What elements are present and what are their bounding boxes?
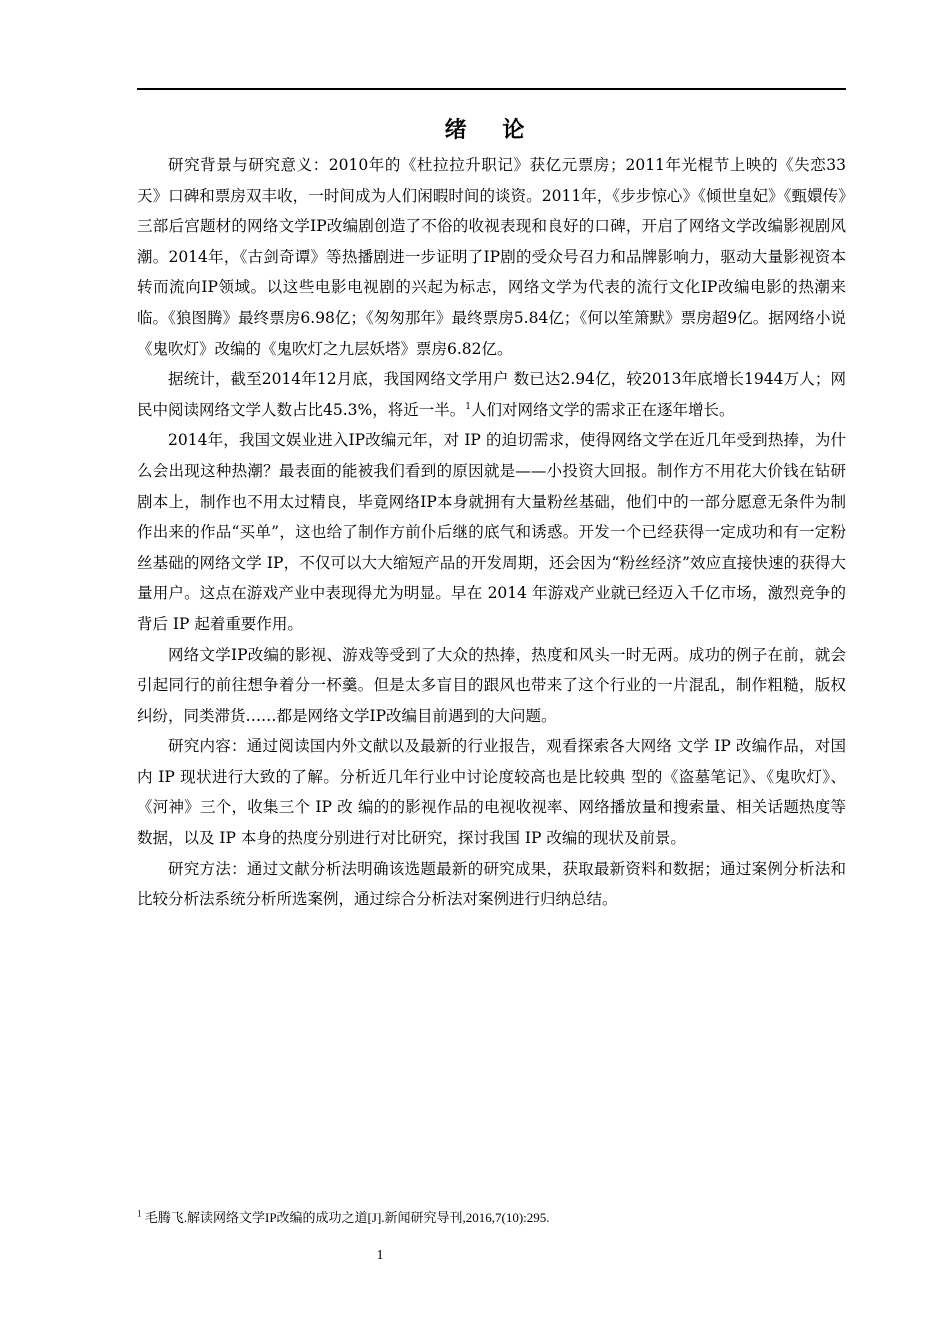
paragraph-research-content: 研究内容：通过阅读国内外文献以及最新的行业报告，观看探索各大网络 文学 IP 改编作品，对国内 IP 现状进行大致的了解。分析近几年行业中讨论度较高也是比较典 型的《盗墓笔记》、《鬼吹灯》、《河神》三个，收集三个 IP 改 编的的影视作品的电视收视率、网络播放量和搜索量、相关话题热度等数据，以及 IP 本身的热度分别进行对比研究，探讨我国 IP 改编的现状及前景。 <box>137 737 846 848</box>
paragraph-problems: 网络文学IP改编的影视、游戏等受到了大众的热捧，热度和风头一时无两。成功的例子在前，就会引起同行的前往想争着分一杯羹。但是太多盲目的跟风也带来了这个行业的一片混乱，制作粗糙，版权纠纷，同类滞货……都是网络文学IP改编目前遇到的大问题。 <box>137 645 846 725</box>
footnote-reference: 1 <box>465 401 471 412</box>
paragraph-statistics-text: 据统计，截至2014年12月底，我国网络文学用户 数已达2.94亿，较2013年底增长1944万人；网民中阅读网络文学人数占比45.3%，将近一半。 <box>137 370 846 419</box>
footnote-mark: 1 <box>137 1208 142 1219</box>
header-rule <box>137 88 846 90</box>
paragraph-ip-year: 2014年，我国文娱业进入IP改编元年，对 IP 的迫切需求，使得网络文学在近几年受到热捧，为什么会出现这种热潮？最表面的能被我们看到的原因就是——小投资大回报。制作方不用花大价钱在钻研剧本上，制作也不用太过精良，毕竟网络IP本身就拥有大量粉丝基础，他们中的一部分愿意无条件为制作出来的作品“买单”，这也给了制作方前仆后继的底气和诱惑。开发一个已经获得一定成功和有一定粉丝基础的网络文学 IP，不仅可以大大缩短产品的开发周期，还会因为“粉丝经济”效应直接快速的获得大量用户。这点在游戏产业中表现得尤为明显。早在 2014 年游戏产业就已经迈入千亿市场，激烈竞争的背后 IP 起着重要作用。 <box>137 431 846 633</box>
paragraph-statistics <box>137 364 846 425</box>
footnote-text: 毛腾飞.解读网络文学IP改编的成功之道[J].新闻研究导刊,2016,7(10):295. <box>141 1210 550 1225</box>
paragraph-research-method: 研究方法：通过文献分析法明确该选题最新的研究成果，获取最新资料和数据；通过案例分析法和比较分析法系统分析所选案例，通过综合分析法对案例进行归纳总结。 <box>137 859 846 909</box>
footnote <box>137 1208 846 1228</box>
page-title: 绪 论 <box>444 118 539 143</box>
page-number: 1 <box>376 1248 384 1263</box>
body-text <box>137 150 846 915</box>
paragraph-statistics-tail: 人们对网络文学的需求正在逐年增长。 <box>470 400 735 419</box>
paragraph-background: 研究背景与研究意义：2010年的《杜拉拉升职记》获亿元票房；2011年光棍节上映的《失恋33 天》口碑和票房双丰收，一时间成为人们闲暇时间的谈资。2011年，《步步惊心》《倾世皇妃》《甄嬛传》三部后宫题材的网络文学IP改编剧创造了不俗的收视表现和良好的口碑，开启了网络文学改编影视剧风潮。2014年，《古剑奇谭》等热播剧进一步证明了IP剧的受众号召力和品牌影响力，驱动大量影视资本转而流向IP领域。以这些电影电视剧的兴起为标志，网络文学为代表的流行文化IP改编电影的热潮来临。《狼图腾》最终票房6.98亿；《匆匆那年》最终票房5.84亿；《何以笙箫默》票房超9亿。据网络小说《鬼吹灯》改编的《鬼吹灯之九层妖塔》票房6.82亿。 <box>137 156 846 358</box>
